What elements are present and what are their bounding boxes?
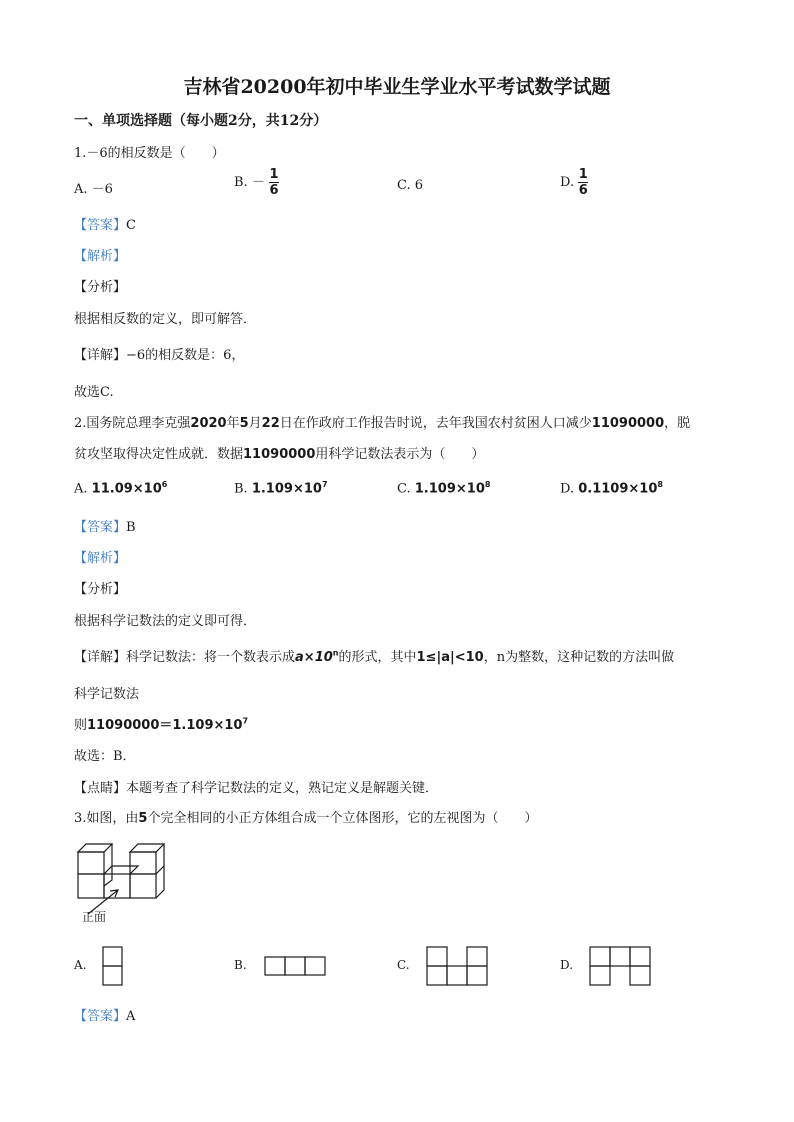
- q3-option-c-figure: [426, 946, 490, 988]
- q2-conclusion: 故选：B．: [74, 749, 136, 764]
- option-base: 0.1109×10: [578, 481, 658, 497]
- q2-answer: [74, 516, 136, 535]
- q1-option-c: [397, 178, 423, 193]
- fraction: [578, 168, 588, 197]
- option-value: 6: [414, 178, 424, 193]
- detail-tag: 【详解】: [74, 650, 127, 665]
- option-value: －6: [91, 182, 113, 197]
- detail-text: −6的相反数是：6，: [126, 348, 245, 363]
- q1-jiexi-tag: 【解析】: [74, 249, 127, 264]
- q2-option-c: [397, 480, 490, 496]
- page-title: 吉林省20200年初中毕业生学业水平考试数学试题: [183, 76, 611, 98]
- q2-detail-line2: 科学记数法: [74, 687, 140, 702]
- q2-text: 用科学记数法表示为（ ）: [315, 447, 485, 462]
- q3-answer: [74, 1005, 135, 1024]
- option-base: 1.109×10: [251, 481, 322, 497]
- q1-option-b: [234, 168, 279, 197]
- q2-option-b: [234, 480, 328, 496]
- q2-text: 月: [248, 416, 262, 431]
- q3-option-d-figure: [589, 946, 653, 988]
- q2-stem-line1: [74, 412, 690, 431]
- detail-tag: 【详解】: [74, 348, 127, 363]
- then-formula: 11090000＝1.109×10: [87, 718, 243, 733]
- then-exponent: 7: [242, 716, 249, 726]
- option-letter: D.: [560, 175, 575, 190]
- option-base: 11.09×10: [91, 481, 162, 497]
- q3-stem: [74, 807, 537, 826]
- q2-text: 日在作政府工作报告时说，去年我国农村贫困人口减少: [279, 416, 592, 431]
- numerator: 1: [269, 167, 279, 182]
- q2-stem-line2: [74, 443, 484, 462]
- detail-text: ，n为整数，这种记数的方法叫做: [483, 650, 675, 665]
- q3-option-b-letter: B.: [234, 958, 247, 972]
- option-exponent: 8: [484, 480, 491, 489]
- option-exponent: 7: [321, 480, 328, 489]
- denominator: 6: [269, 183, 279, 198]
- q3-number: 5: [138, 811, 148, 826]
- q2-jiexi-tag: 【解析】: [74, 551, 127, 566]
- q3-option-b-figure: [264, 956, 328, 978]
- detail-text: 科学记数法：将一个数表示成: [126, 650, 296, 665]
- q2-text: 贫攻坚取得决定性成就．数据: [74, 447, 244, 462]
- q2-year: 2020: [190, 416, 227, 431]
- q2-text: 2.国务院总理李克强: [74, 416, 191, 431]
- answer-value: C: [126, 218, 136, 233]
- option-letter: B.: [234, 481, 248, 497]
- q3-text: 个完全相同的小正方体组合成一个立体图形，它的左视图为（ ）: [147, 811, 538, 826]
- q1-fenxi-tag: 【分析】: [74, 280, 127, 295]
- q2-option-a: [74, 480, 167, 496]
- q1-detail: [74, 344, 244, 363]
- q1-analysis: 根据相反数的定义，即可解答．: [74, 312, 257, 327]
- q3-option-a-figure: [102, 946, 126, 988]
- detail-inequality: 1≤|a|<10: [416, 650, 484, 665]
- option-letter: D.: [560, 481, 575, 497]
- option-letter: B.: [234, 175, 248, 190]
- q2-day: 22: [261, 416, 280, 431]
- option-letter: C.: [397, 481, 411, 497]
- q3-option-d-letter: D.: [560, 958, 574, 972]
- answer-tag: 【答案】: [74, 218, 127, 233]
- q2-fenxi-tag: 【分析】: [74, 582, 127, 597]
- q2-dianjing: [74, 777, 438, 796]
- fraction: [269, 168, 279, 197]
- answer-tag: 【答案】: [74, 520, 127, 535]
- front-label: 正面: [82, 910, 107, 924]
- answer-value: B: [126, 520, 136, 535]
- denominator: 6: [578, 183, 588, 198]
- dianjing-text: 本题考查了科学记数法的定义，熟记定义是解题关键．: [126, 781, 439, 796]
- q2-analysis: 根据科学记数法的定义即可得．: [74, 614, 257, 629]
- q1-option-a: [74, 178, 113, 197]
- option-letter: C.: [397, 178, 411, 193]
- answer-value: A: [126, 1009, 136, 1024]
- detail-formula: a×10: [295, 650, 333, 665]
- q1-answer: [74, 214, 136, 233]
- option-exponent: 8: [657, 480, 663, 489]
- option-exponent: 6: [161, 480, 168, 489]
- option-letter: A.: [74, 481, 88, 497]
- q2-number: 11090000: [591, 416, 665, 431]
- detail-exponent: n: [332, 648, 339, 658]
- q2-number: 11090000: [243, 447, 316, 462]
- q3-option-c-letter: C.: [397, 958, 410, 972]
- then-text: 则: [74, 718, 88, 733]
- detail-text: 的形式，其中: [338, 650, 417, 665]
- section-heading: 一、单项选择题（每小题2分，共12分）: [74, 113, 328, 129]
- q1-option-d: [560, 168, 588, 197]
- q2-detail: [74, 646, 674, 665]
- q3-text: 3.如图，由: [74, 811, 139, 826]
- q2-text: ，脱: [664, 416, 691, 431]
- q2-month: 5: [239, 416, 249, 431]
- q3-option-a-letter: A.: [74, 958, 87, 972]
- option-letter: A.: [74, 182, 88, 197]
- option-sign: －: [251, 175, 265, 190]
- q1-conclusion: 故选C.: [74, 385, 114, 400]
- q2-option-d: [560, 480, 663, 496]
- option-base: 1.109×10: [414, 481, 485, 497]
- q2-text: 年: [226, 416, 240, 431]
- q1-stem: 1.－6的相反数是（ ）: [74, 146, 225, 161]
- answer-tag: 【答案】: [74, 1009, 127, 1024]
- numerator: 1: [578, 167, 588, 182]
- dianjing-tag: 【点睛】: [74, 781, 127, 796]
- q2-then: [74, 714, 248, 733]
